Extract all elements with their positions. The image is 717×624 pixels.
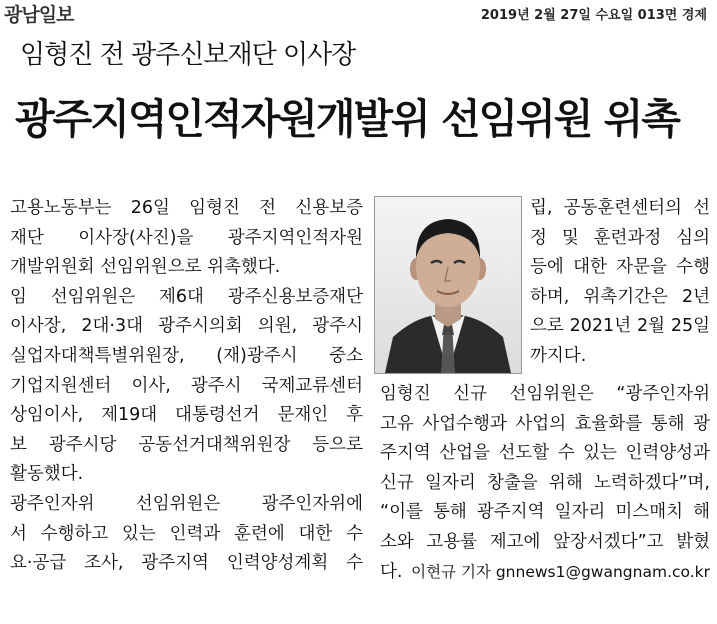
article-text-line: 실업자대책특별위원장, (재)광주시 중소 [10, 345, 363, 366]
article-text-line: 으로 2021년 2월 25일 [530, 316, 710, 337]
article-text-line: 이사장, 2대·3대 광주시의회 의원, 광주시 [10, 316, 363, 337]
dateline: 2019년 2월 27일 수요일 013면 경제 [480, 8, 707, 23]
article-text-line: “이를 통해 광주지역 일자리 미스매치 해 [380, 502, 710, 523]
article-text-line: 정 및 훈련과정 심의 [530, 227, 710, 248]
article-text-line: 기업지원센터 이사, 광주시 국제교류센터 [10, 375, 363, 396]
article-text-line: 재단 이사장(사진)을 광주지역인적자원 [10, 227, 363, 248]
article-text-line: 고유 사업수행과 사업의 효율화를 통해 광 [380, 413, 710, 434]
final-word: 다. [380, 561, 403, 582]
article-text-line: 상임이사, 제19대 대통령선거 문재인 후 [10, 405, 363, 426]
article-text-line: 활동했다. [10, 464, 84, 485]
portrait-photo [374, 196, 522, 374]
article-text-line: 하며, 위촉기간은 2년 [530, 286, 710, 307]
article-text-line: 까지다. [530, 345, 587, 366]
portrait-image [375, 197, 521, 373]
article-text-line: 주지역 산업을 선도할 수 있는 인력양성과 [380, 443, 710, 464]
article-text-line: 등에 대한 자문을 수행 [530, 257, 710, 278]
article-subtitle: 임형진 전 광주신보재단 이사장 [20, 40, 356, 70]
article-text-line: 광주인자위 선임위원은 광주인자위에 [10, 493, 363, 514]
article-text-line: 고용노동부는 26일 임형진 전 신용보증 [10, 198, 363, 218]
article-text-line: 임 선임위원은 제6대 광주신용보증재단 [10, 286, 363, 307]
article-text-line: 신규 일자리 창출을 위해 노력하겠다”며, [380, 472, 710, 493]
article-text-line: 소와 고용률 제고에 앞장서겠다”고 밝혔 [380, 531, 710, 552]
article-text-line: 서 수행하고 있는 인력과 훈련에 대한 수 [10, 523, 363, 544]
article-column-left [10, 194, 363, 579]
article-text-line: 립, 공동훈련센터의 선 [530, 198, 710, 218]
article-text-line: 임형진 신규 선임위원은 “광주인자위 [380, 384, 710, 404]
article-text-line: 보 광주시당 공동선거대책위원장 등으로 [10, 434, 363, 455]
article-text-line: 요·공급 조사, 광주지역 인력양성계획 수 [10, 553, 363, 574]
article-text-line: 개발위원회 선임위원으로 위촉했다. [10, 257, 281, 278]
newspaper-masthead: 광남일보 [4, 4, 74, 26]
article-column-right-top [530, 194, 710, 372]
article-headline: 광주지역인적자원개발위 선임위원 위촉 [15, 95, 679, 143]
article-column-right-bottom [380, 380, 710, 587]
final-line [380, 558, 710, 588]
byline: 이현규 기자 gnnews1@gwangnam.co.kr [411, 562, 710, 581]
